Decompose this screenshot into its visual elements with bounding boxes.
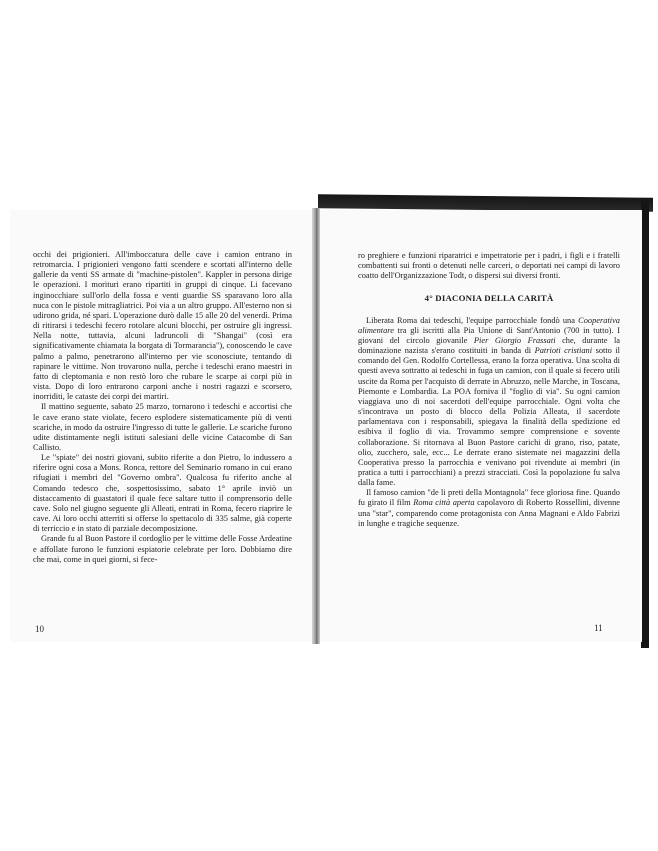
text-run: sotto il comando del Gen. Rodolfo Cortellessa, erano la forza operativa. Una scolta di questi aveva sottratto ai tedeschi in fuga un camion, con il quale si fecero utili uscite da Roma per l'acquisto di derrate in Abruzzo, nelle Marche, in Toscana, Piemonte e Lombardia. La POA forniva il "foglio di via". Su ogni camion viaggiava uno di noi sacerdoti dell'equipe parrocchiale. Ogni volta che s'incontrava un posto di blocco della Polizia Alleata, il sacerdote parlamentava con i responsabili, spiegava la finalità della spedizione ed esibiva il foglio di via. Trovammo sempre comprensione e sovente collaborazione. Si ritornava al Buon Pastore carichi di grano, riso, patate, olio, zucchero, sale, ecc... Le derrate erano sistemate nei magazzini della Cooperativa presso la parrocchia e venivano poi rivendute ai membri (in pratica a tutti i parrocchiani) a prezzi stracciati. Così la popolazione fu salva dalla fame. [358,346,620,488]
right-page-body [358,251,620,529]
page-number-left: 10 [35,624,44,634]
book-gutter [312,208,320,644]
text-run: Il famoso camion "de li preti della Montagnola" fece gloriosa fine. Quando fu girato il film [358,488,620,508]
right-paragraph-2 [358,488,620,529]
left-page-body [33,250,292,565]
left-paragraph-2: Il mattino seguente, sabato 25 marzo, tornarono i tedeschi e accortisi che le cave erano state violate, fecero esplodere sistematicamente più di venti scariche, in modo da ostruire l'ingresso di tutte le gallerie. Le scariche furono udite distintamente negli istituti salesiani delle vicine Catacombe di San Callisto. [33,402,292,452]
text-run: capolavoro di Roberto Rossellini, divenne una "star", comparendo come protagonista con Anna Magnani e Aldo Fabrizi in lunghe e tragiche sequenze. [358,498,620,528]
section-heading: 4° DIACONIA DELLA CARITÀ [424,293,554,304]
italic-term: Patrioti cristiani [534,346,593,356]
page-number-right: 11 [594,623,603,633]
right-continuation: ro preghiere e funzioni riparatrici e impetratorie per i padri, i figli e i fratelli combattenti sui fronti o detenuti nelle carceri, o deportati nei campi di lavoro coatto dell'Organizzazione Todt, o dispersi sui diversi fronti. [358,251,620,281]
page-edge-shadow [641,200,649,648]
text-run: che, durante la dominazione nazista s'erano costituiti in banda di [358,335,620,356]
text-run: Liberata Roma dai tedeschi, l'equipe parrocchiale fondò una [366,315,579,325]
left-paragraph-3: Le "spiate" dei nostri giovani, subito riferite a don Pietro, lo indussero a riferire ogni cosa a Mons. Ronca, rettore del Seminario romano in cui erano rifugiati i membri del "Governo ombra". Qualcosa fu riferito anche al Comando tedesco che, sospettosissimo, sabato 1° aprile inviò un distaccamento di guastatori il quale fece saltare tutto il comprensorio delle cave. Solo nel giugno seguente gli Alleati, entrati in Roma, fecero riaprire le cave. Ai loro occhi atterriti si offerse lo spettacolo di 335 salme, già coperte di terriccio e in stato di parziale decomposizione. [33,453,292,534]
italic-term: Cooperativa alimentare [358,315,620,335]
italic-term: Roma città aperta [413,498,475,508]
text-run: tra gli iscritti alla Pia Unione di Sant'Antonio (700 in tutto). I giovani del circolo giovanile [358,325,620,345]
italic-term: Pier Giorgio Frassati [473,335,556,345]
left-paragraph-4: Grande fu al Buon Pastore il cordoglio per le vittime delle Fosse Ardeatine e affollate furono le funzioni espiatorie celebrate per loro. Dobbiamo dire che mai, come in quei giorni, si fece- [33,534,292,564]
left-paragraph-1: occhi dei prigionieri. All'imboccatura delle cave i camion entrano in retromarcia. I prigionieri vengono fatti scendere e scortati all'interno delle gallerie da venti SS armate di "machine-pistolen". Kappler in persona dirige le operazioni. I morituri erano ripartiti in gruppi di cinque. Li facevano inginocchiare sull'orlo della fossa e venti guardie SS sparavano loro alla nuca con le pistole mitragliatrici. Poi via a un altro gruppo. All'esterno non si udirono grida, né spari. L'operazione durò dalle 15 alle 20 del venerdì. Prima di ritirarsi i tedeschi fecero rotolare alcuni blocchi, per ostruire gli ingressi. Nella notte, tuttavia, alcuni ladruncoli di "Shangai" (così era significativamente chiamata la borgata di Tormarancia"), conoscendo le cave palmo a palmo, penetrarono all'interno per vie sconosciute, tentando di rapinare le vittime. Non trovarono nulla, perche i tedeschi erano maestri in fatto di cleptomania e non restò loro che rubare le scarpe ai corpi più in vista. Dopo di loro entrarono carponi anche i nostri ragazzi e scorsero, inorriditi, le cataste dei corpi dei martiri. [33,250,292,402]
right-paragraph-1 [358,316,620,489]
